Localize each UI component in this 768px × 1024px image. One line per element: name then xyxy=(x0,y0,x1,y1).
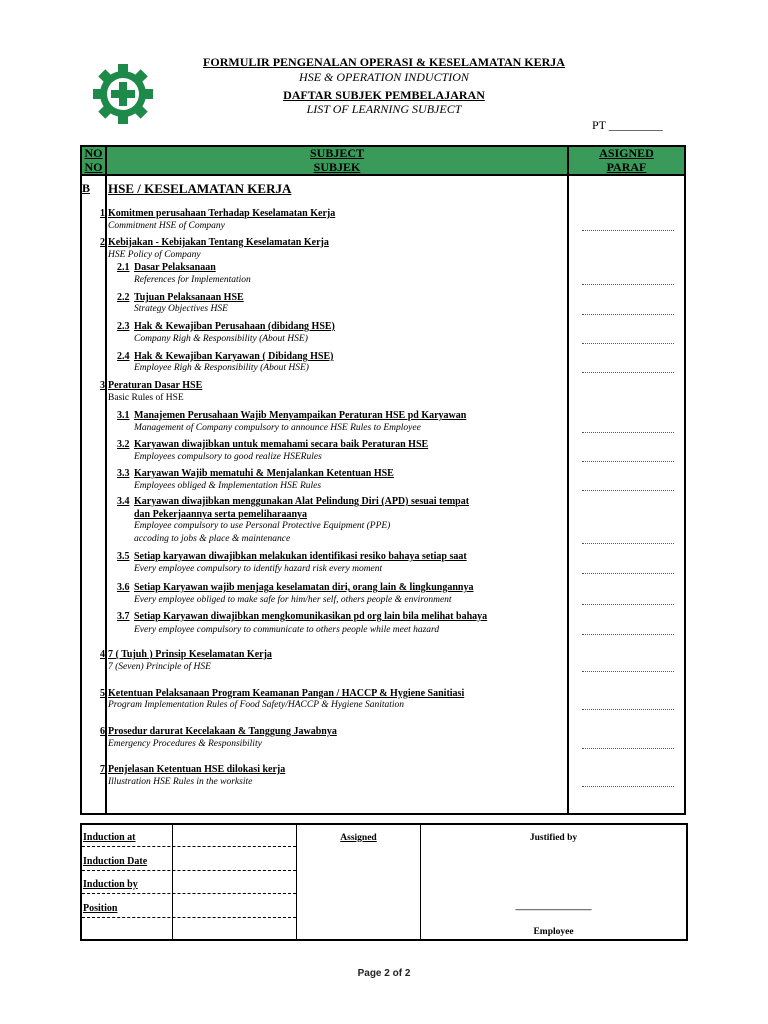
item-description: Basic Rules of HSE xyxy=(108,393,184,403)
signature-line xyxy=(582,284,674,285)
item-number: 2 xyxy=(100,237,105,248)
col-no-header: NO NO xyxy=(84,146,103,174)
col-assigned-header: ASIGNED PARAF xyxy=(599,146,654,174)
subitem-title: Manajemen Perusahaan Wajib Menyampaikan Peraturan HSE pd Karyawan xyxy=(134,410,467,421)
item-description: 7 (Seven) Principle of HSE xyxy=(108,662,211,672)
signature-line xyxy=(582,230,674,231)
employee-signature-line: ________________ xyxy=(515,902,592,912)
induction-by-label: Induction by xyxy=(83,879,138,890)
signature-line xyxy=(582,671,674,672)
subitem-title: Karyawan diwajibkan menggunakan Alat Pelindung Diri (APD) sesuai tempat xyxy=(134,496,470,507)
item-number: 7 xyxy=(100,764,105,775)
subitem-title: Karyawan diwajibkan untuk memahami secara baik Peraturan HSE xyxy=(134,439,429,450)
item-description: HSE Policy of Company xyxy=(108,250,201,260)
item-title: Komitmen perusahaan Terhadap Keselamatan Kerja xyxy=(108,208,336,219)
subitem-number: 3.3 xyxy=(117,468,130,479)
item-description: Emergency Procedures & Responsibility xyxy=(108,739,262,749)
item-title: Kebijakan - Kebijakan Tentang Keselamatan Kerja xyxy=(108,237,329,248)
item-title: Ketentuan Pelaksanaan Program Keamanan Pangan / HACCP & Hygiene Sanitiasi xyxy=(108,688,465,699)
subitem-number: 2.1 xyxy=(117,262,130,273)
subitem-description: Strategy Objectives HSE xyxy=(134,304,228,314)
subitem-number: 3.1 xyxy=(117,410,130,421)
item-number: 3 xyxy=(100,380,105,391)
subitem-number: 3.5 xyxy=(117,551,130,562)
signature-line xyxy=(582,543,674,544)
form-title: FORMULIR PENGENALAN OPERASI & KESELAMATAN KERJA xyxy=(203,55,565,69)
section-code: B xyxy=(82,181,91,195)
subitem-number: 2.4 xyxy=(117,351,130,362)
item-description: Program Implementation Rules of Food Safety/HACCP & Hygiene Sanitation xyxy=(108,700,405,710)
subitem-number: 3.6 xyxy=(117,582,130,593)
signature-line xyxy=(582,634,674,635)
subitem-title-continued: dan Pekerjaannya serta pemeliharaanya xyxy=(134,509,308,520)
form-title-en: HSE & OPERATION INDUCTION xyxy=(299,70,469,84)
subitem-number: 2.2 xyxy=(117,292,130,303)
item-title: Peraturan Dasar HSE xyxy=(108,380,203,391)
signature-line xyxy=(582,573,674,574)
col-subject-header: SUBJECT SUBJEK xyxy=(309,146,365,174)
justified-by-label: Justified by xyxy=(529,833,578,843)
section-title: HSE / KESELAMATAN KERJA xyxy=(108,181,292,196)
subitem-description: Employee Righ & Responsibility (About HSE) xyxy=(134,363,309,373)
item-number: 4 xyxy=(100,649,105,660)
form-subtitle: DAFTAR SUBJEK PEMBELAJARAN xyxy=(283,88,485,102)
induction-at-label: Induction at xyxy=(83,832,136,843)
footer-divider xyxy=(172,823,173,941)
subitem-title: Karyawan Wajib mematuhi & Menjalankan Ketentuan HSE xyxy=(134,468,394,479)
subitem-title: Tujuan Pelaksanaan HSE xyxy=(134,292,244,303)
subitem-number: 3.7 xyxy=(117,611,130,622)
item-number: 5 xyxy=(100,688,105,699)
subitem-title: Setiap Karyawan wajib menjaga keselamatan diri, orang lain & lingkungannya xyxy=(134,582,474,593)
field-line xyxy=(82,917,296,918)
signature-line xyxy=(582,786,674,787)
signature-line xyxy=(582,432,674,433)
induction-date-label: Induction Date xyxy=(83,856,148,867)
field-line xyxy=(82,893,296,894)
employee-label: Employee xyxy=(533,927,574,937)
signature-line xyxy=(582,314,674,315)
subitem-description: Management of Company compulsory to announce HSE Rules to Employee xyxy=(134,423,421,433)
column-divider xyxy=(567,145,569,815)
item-number: 6 xyxy=(100,726,105,737)
subitem-title: Setiap karyawan diwajibkan melakukan identifikasi resiko bahaya setiap saat xyxy=(134,551,467,562)
form-subtitle-en: LIST OF LEARNING SUBJECT xyxy=(306,102,462,116)
item-description: Illustration HSE Rules in the worksite xyxy=(108,777,253,787)
field-line xyxy=(82,846,296,847)
subitem-description: Employees obliged & Implementation HSE Rules xyxy=(134,481,322,491)
company-field: PT _________ xyxy=(592,118,663,132)
signature-line xyxy=(582,372,674,373)
signature-line xyxy=(582,748,674,749)
signature-line xyxy=(582,490,674,491)
signature-line xyxy=(582,461,674,462)
subitem-number: 3.2 xyxy=(117,439,130,450)
item-title: Prosedur darurat Kecelakaan & Tanggung Jawabnya xyxy=(108,726,337,737)
signature-line xyxy=(582,343,674,344)
item-title: 7 ( Tujuh ) Prinsip Keselamatan Kerja xyxy=(108,649,272,660)
item-description: Commitment HSE of Company xyxy=(108,221,225,231)
field-line xyxy=(82,870,296,871)
subitem-title: Hak & Kewajiban Perusahaan (dibidang HSE) xyxy=(134,321,335,332)
item-title: Penjelasan Ketentuan HSE dilokasi kerja xyxy=(108,764,286,775)
subitem-description: Every employee compulsory to communicate to others people while meet hazard xyxy=(134,625,440,635)
subitem-title: Setiap Karyawan diwajibkan mengkomunikasikan pd org lain bila melihat bahaya xyxy=(134,611,488,622)
subitem-description-continued: accoding to jobs & place & maintenance xyxy=(134,534,291,544)
subitem-title: Hak & Kewajiban Karyawan ( Dibidang HSE) xyxy=(134,351,334,362)
subitem-number: 2.3 xyxy=(117,321,130,332)
item-number: 1 xyxy=(100,208,105,219)
column-divider xyxy=(105,145,107,815)
signature-line xyxy=(582,709,674,710)
subitem-description: Employee compulsory to use Personal Protective Equipment (PPE) xyxy=(134,521,391,531)
signature-line xyxy=(582,604,674,605)
subitem-number: 3.4 xyxy=(117,496,130,507)
page-number: Page 2 of 2 xyxy=(357,968,411,979)
subitem-description: Every employee compulsory to identify hazard risk every moment xyxy=(134,564,383,574)
subitem-description: Company Righ & Responsibility (About HSE) xyxy=(134,334,308,344)
assigned-label: Assigned xyxy=(340,833,377,843)
position-label: Position xyxy=(83,903,118,914)
subitem-description: Employees compulsory to good realize HSERules xyxy=(134,452,322,462)
subitem-description: References for Implementation xyxy=(134,275,251,285)
subitem-title: Dasar Pelaksanaan xyxy=(134,262,216,273)
subitem-description: Every employee obliged to make safe for him/her self, others people & environment xyxy=(134,595,452,605)
